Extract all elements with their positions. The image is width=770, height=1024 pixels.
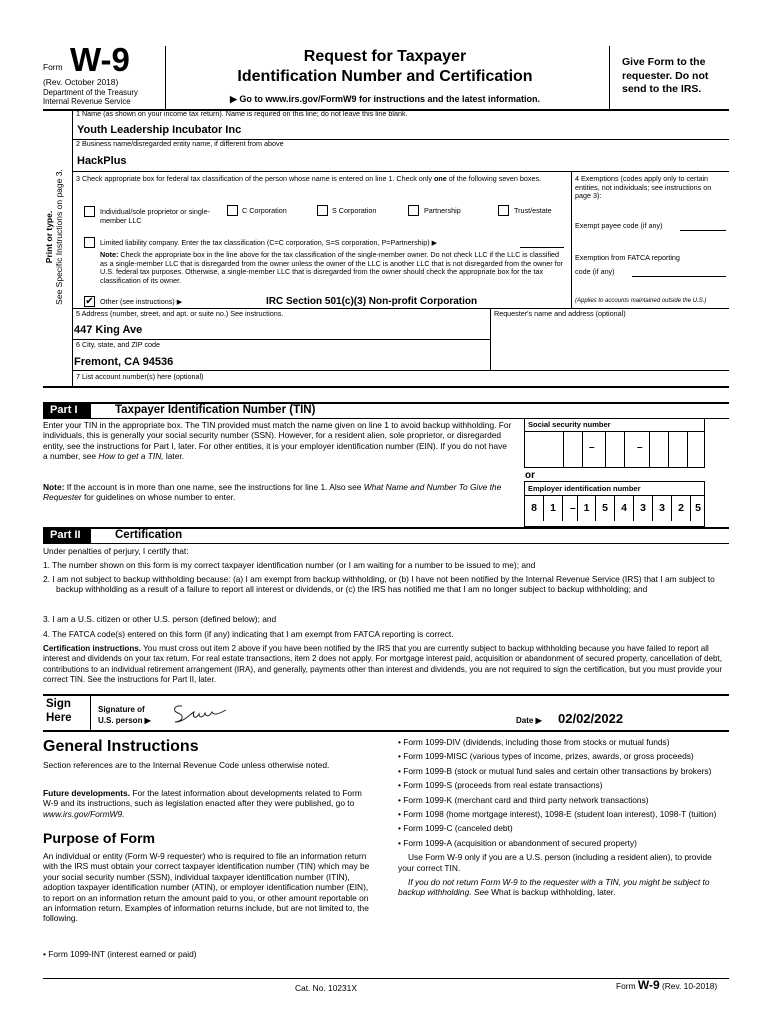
or-label: or (525, 470, 535, 481)
line7-label: 7 List account number(s) here (optional) (76, 372, 204, 381)
partnership-label: Partnership (424, 206, 461, 215)
ein-digit: 3 (653, 496, 672, 521)
general-instructions-heading: General Instructions (43, 738, 199, 755)
applies-note: (Applies to accounts maintained outside the U.S.) (575, 298, 707, 304)
part2-label: Part II (43, 528, 91, 543)
cert-item-2: 2. I am not subject to backup withholding because: (a) I am exempt from backup withholding, or (b) I have not been notified by the Internal Revenue Service (IRS) that I am subject to backup withholding as a result of a failure to report all interest or dividends, or (c) the IRS has notified me that I am no longer subject to backup withholding; and (43, 574, 715, 595)
line6-label: 6 City, state, and ZIP code (76, 340, 161, 349)
ein-digit: 1 (544, 496, 563, 521)
trust-checkbox[interactable] (498, 205, 509, 216)
bullet-1099-int: • Form 1099-INT (interest earned or paid) (43, 949, 197, 959)
part1-text: Enter your TIN in the appropriate box. The TIN provided must match the name given on line 1 to avoid backup withholding. For individuals, this is generally your social security number (SSN). However, for a resident alien, sole proprietor, or disregarded entity, see the instructions for Part I, later. For other entities, it is your employer identification number (EIN). If you do not have a number, see How to get a TIN, later. (43, 420, 512, 462)
ein-box[interactable]: Employer identification number 8 1 – 1 5 4 3 3 2 5 (524, 481, 705, 527)
individual-checkbox[interactable] (84, 206, 95, 217)
cert-item-3: 3. I am a U.S. citizen or other U.S. person (defined below); and (43, 614, 277, 624)
s-corp-checkbox[interactable] (317, 205, 328, 216)
form-number: W-9 (70, 41, 130, 78)
llc-note: Note: Check the appropriate box in the line above for the tax classification of the single-member owner. Do not check LLC if the LLC is classified as a single-member LLC that is disregarded from the owner unless the owner of the LLC is another LLC that is not disregarded from the owner for U.S. federal tax purposes. Otherwise, a single-member LLC that is disregarded from the owner should check the appropriate box for the tax classification of its owner. (100, 250, 564, 285)
line3-label: 3 Check appropriate box for federal tax classification of the person whose name is entered on line 1. Check only one of the following seven boxes. (76, 174, 542, 183)
trust-label: Trust/estate (514, 206, 552, 215)
line1-label: 1 Name (as shown on your income tax return). Name is required on this line; do not leave this line blank. (76, 109, 408, 118)
list-item: • Form 1099-S (proceeds from real estate transactions) (398, 780, 603, 791)
s-corp-label: S Corporation (332, 206, 377, 215)
line5-label: 5 Address (number, street, and apt. or suite no.) See instructions. (76, 309, 284, 318)
cert-item-4: 4. The FATCA code(s) entered on this form (if any) indicating that I am exempt from FATCA reporting is correct. (43, 629, 454, 639)
list-item: • Form 1099-A (acquisition or abandonment of secured property) (398, 837, 637, 848)
purpose-text: An individual or entity (Form W-9 requester) who is required to file an information return with the IRS must obtain your correct taxpayer identification number (TIN) which may be your social security number (SSN), individual taxpayer identification number (ITIN), adoption taxpayer identification number (ATIN), or employer identification number (EIN), to report on an information return the amount paid to you, or other amount reportable on an information return. Examples of information returns include, but are not limited to, the following. (43, 851, 370, 924)
address-field[interactable]: 447 King Ave (74, 324, 143, 336)
c-corp-label: C Corporation (242, 206, 287, 215)
name-field[interactable]: Youth Leadership Incubator Inc (77, 124, 242, 136)
date-field[interactable]: 02/02/2022 (558, 711, 624, 726)
list-item: • Form 1099-DIV (dividends, including those from stocks or mutual funds) (398, 737, 670, 747)
list-item: • Form 1099-B (stock or mutual fund sales and certain other transactions by brokers) (398, 765, 712, 776)
form-title-line1: Request for Taxpayer (303, 48, 467, 65)
fatca-label-2: code (if any) (575, 267, 615, 276)
partnership-checkbox[interactable] (408, 205, 419, 216)
list-item: • Form 1099-MISC (various types of income, prizes, awards, or gross proceeds) (398, 751, 694, 762)
exemptions-label: 4 Exemptions (codes apply only to certain entities, not individuals; see instructions on page 3): (575, 174, 712, 201)
other-field[interactable]: IRC Section 501(c)(3) Non-profit Corporation (266, 296, 478, 307)
footer-form: Form W-9 (Rev. 10-2018) (616, 978, 718, 992)
llc-label: Limited liability company. Enter the tax classification (C=C corporation, S=S corporation, P=Partnership) ▶ (100, 238, 438, 247)
revision: (Rev. October 2018) (43, 77, 119, 87)
list-item: • Form 1099-K (merchant card and third party network transactions) (398, 794, 649, 805)
list-item: • Form 1099-C (canceled debt) (398, 823, 513, 834)
ein-digit: 3 (634, 496, 653, 521)
part1-note: Note: If the account is in more than one name, see the instructions for line 1. Also see What Name and Number To Give the Requester for guidelines on whose number to enter. (43, 482, 502, 503)
fatca-label-1: Exemption from FATCA reporting (575, 253, 680, 262)
ein-digit: 5 (596, 496, 615, 521)
cert-item-1: 1. The number shown on this form is my correct taxpayer identification number (or I am waiting for a number to be issued to me); and (43, 560, 536, 570)
signature-label: Signature of U.S. person ▶ (98, 705, 151, 725)
other-checkbox[interactable]: ✔ (85, 296, 94, 307)
individual-label: Individual/sole proprietor or single-member LLC (100, 207, 210, 225)
future-developments: Future developments. For the latest information about developments related to Form W-9 and its instructions, such as legislation enacted after they were published, go to www.irs.gov/FormW9. (43, 788, 362, 819)
purpose-heading: Purpose of Form (43, 830, 156, 846)
part1-title: Taxpayer Identification Number (TIN) (115, 404, 316, 416)
c-corp-checkbox[interactable] (227, 205, 238, 216)
ein-digit: 8 (525, 496, 544, 521)
perjury-intro: Under penalties of perjury, I certify that: (43, 546, 189, 556)
form-list (398, 737, 728, 898)
ssn-box[interactable]: Social security number – – (524, 418, 705, 468)
ein-digit: 5 (695, 502, 701, 514)
cert-instructions: Certification instructions. You must cross out item 2 above if you have been notified by the IRS that you are currently subject to backup withholding because you have failed to report all interest and dividends on your tax return. For real estate transactions, item 2 does not apply. For mortgage interest paid, acquisition or abandonment of secured property, cancellation of debt, contributions to an individual retirement arrangement (IRA), and generally, payments other than interest and dividends, you are not required to sign the certification, but you must provide your correct TIN. See the instructions for Part II, later. (43, 644, 723, 685)
llc-checkbox[interactable] (84, 237, 95, 248)
give-form-note: Give Form to the requester. Do not send to the IRS. (622, 56, 709, 95)
requester-label: Requester's name and address (optional) (494, 309, 626, 318)
city-field[interactable]: Fremont, CA 94536 (74, 356, 174, 368)
part1-label: Part I (43, 403, 91, 418)
department: Department of the Treasury (43, 88, 138, 97)
use-note: Use Form W-9 only if you are a U.S. person (including a resident alien), to provide your correct TIN. (398, 852, 712, 873)
section-references: Section references are to the Internal Revenue Code unless otherwise noted. (43, 760, 330, 770)
part2-title: Certification (115, 529, 183, 541)
date-label: Date ▶ (516, 716, 542, 725)
exempt-payee-label: Exempt payee code (if any) (575, 221, 663, 230)
sign-here: Sign Here (46, 698, 72, 724)
line2-label: 2 Business name/disregarded entity name, if different from above (76, 139, 284, 148)
business-name-field[interactable]: HackPlus (77, 155, 127, 167)
ein-digit: 1 (577, 496, 596, 521)
irs-label: Internal Revenue Service (43, 97, 131, 106)
form-label: Form (43, 62, 63, 72)
ein-digit: 2 (672, 496, 691, 521)
list-item: • Form 1098 (home mortgage interest), 1098-E (student loan interest), 1098-T (tuition) (398, 809, 717, 820)
instructions-link[interactable]: ▶ Go to www.irs.gov/FormW9 for instructions and the latest information. (229, 94, 541, 104)
side-label: Print or type. See Specific Instructions on page 3. (44, 169, 64, 305)
form-title-line2: Identification Number and Certification (237, 68, 533, 85)
catalog-number: Cat. No. 10231X (295, 983, 357, 993)
ein-digit: 4 (615, 496, 634, 521)
signature-image[interactable] (168, 700, 238, 728)
other-label: Other (see instructions) ▶ (100, 297, 183, 306)
backup-note: If you do not return Form W-9 to the requester with a TIN, you might be subject to backup withholding. See What is backup withholding, later. (398, 877, 710, 898)
